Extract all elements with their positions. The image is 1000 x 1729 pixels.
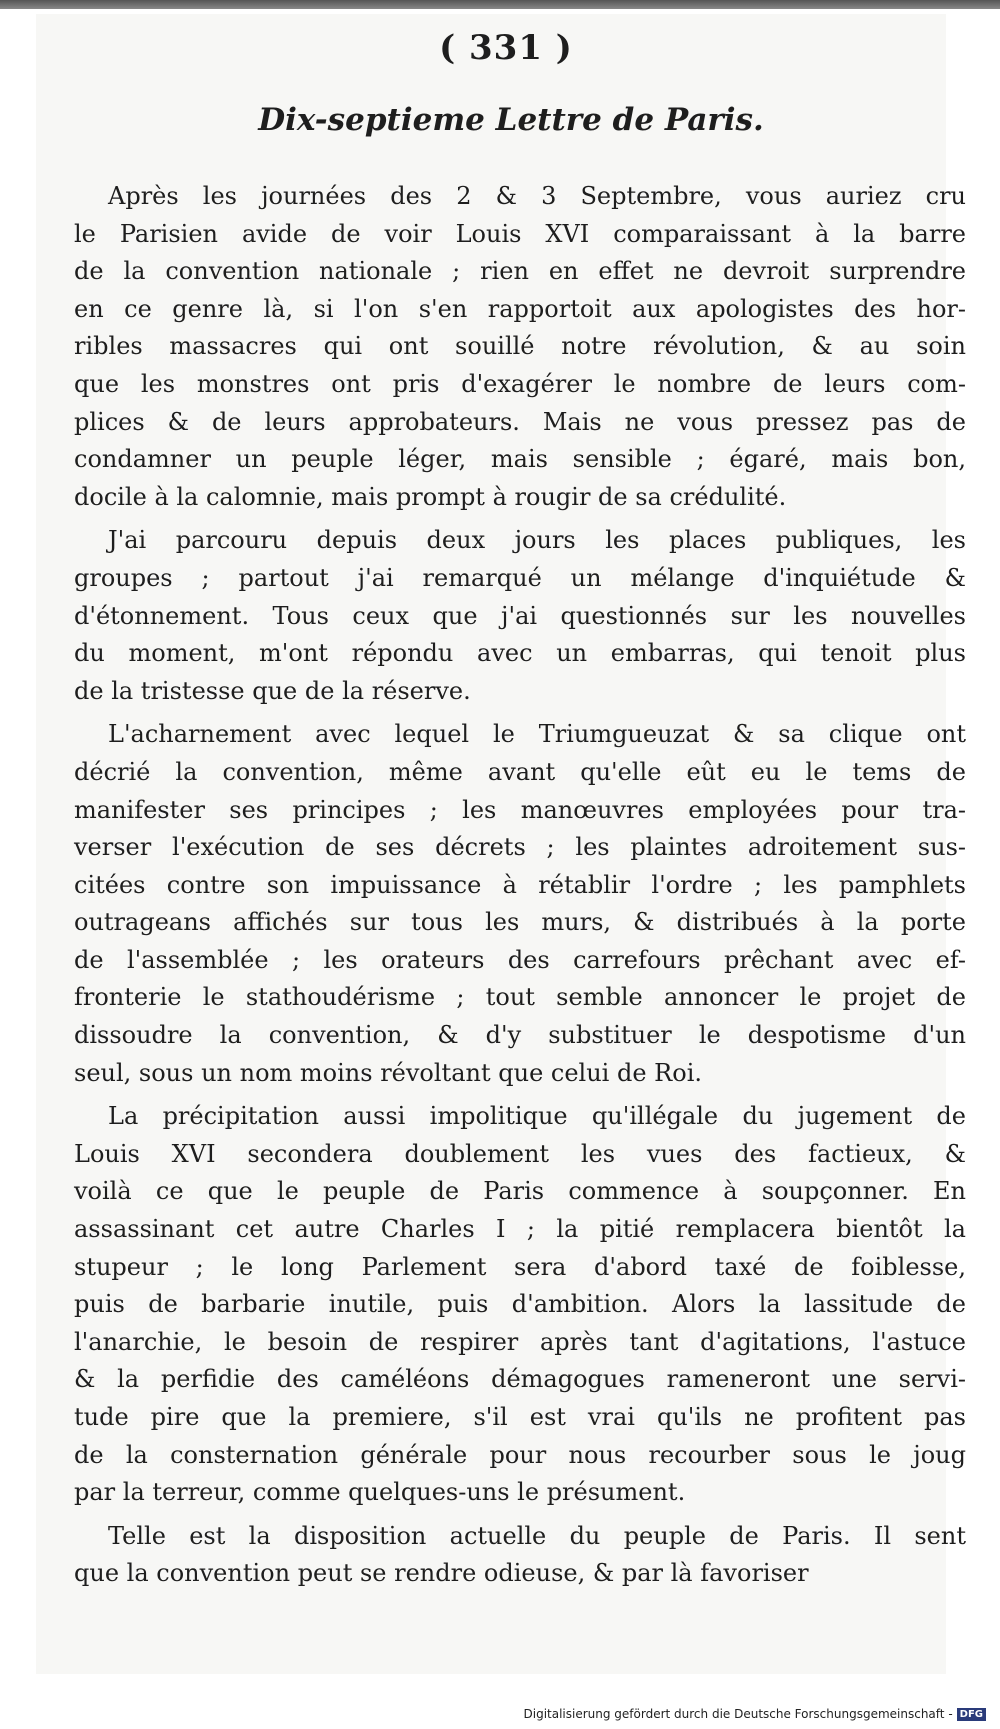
- paragraph: [74, 178, 966, 516]
- text-line: de la convention nationale ; rien en effet ne devroit surprendre: [74, 257, 966, 286]
- text-line: verser l'exécution de ses décrets ; les plaintes adroitement sus-: [74, 833, 966, 862]
- text-line: citées contre son impuissance à rétablir l'ordre ; les pamphlets: [74, 870, 966, 899]
- text-line: outrageans affichés sur tous les murs, & distribués à la porte: [74, 908, 966, 937]
- text-line: que les monstres ont pris d'exagérer le nombre de leurs com-: [74, 369, 966, 398]
- text-line: voilà ce que le peuple de Paris commence à soupçonner. En: [74, 1177, 966, 1206]
- text-line: du moment, m'ont répondu avec un embarras, qui tenoit plus: [74, 639, 966, 668]
- text-line: assassinant cet autre Charles I ; la pitié remplacera bientôt la: [74, 1215, 966, 1244]
- digitization-footer: [524, 1707, 987, 1721]
- text-line: de l'assemblée ; les orateurs des carrefours prêchant avec ef-: [74, 945, 966, 974]
- text-line: en ce genre là, si l'on s'en rapportoit aux apologistes des hor-: [74, 294, 966, 323]
- text-line: d'étonnement. Tous ceux que j'ai questionnés sur les nouvelles: [74, 601, 966, 630]
- text-line: manifester ses principes ; les manœuvres employées pour tra-: [74, 795, 966, 824]
- scan-top-edge: [0, 0, 1000, 9]
- text-line: Louis XVI secondera doublement les vues des factieux, &: [74, 1139, 966, 1168]
- text-line: docile à la calomnie, mais prompt à rougir de sa crédulité.: [74, 482, 787, 511]
- text-line: tude pire que la premiere, s'il est vrai qu'ils ne profitent pas: [74, 1403, 966, 1431]
- paragraph: [74, 1098, 966, 1512]
- text-line: de la consternation générale pour nous recourber sous le joug: [74, 1440, 966, 1469]
- document-page: [36, 14, 966, 1674]
- text-line: groupes ; partout j'ai remarqué un mélange d'inquiétude &: [74, 563, 966, 592]
- text-line: stupeur ; le long Parlement sera d'abord taxé de foiblesse,: [74, 1252, 966, 1281]
- text-line: Après les journées des 2 & 3 Septembre, vous auriez cru: [108, 182, 966, 210]
- text-line: par la terreur, comme quelques-uns le présument.: [74, 1478, 686, 1507]
- text-line: puis de barbarie inutile, puis d'ambition. Alors la lassitude de: [74, 1290, 966, 1319]
- text-line: La précipitation aussi impolitique qu'illégale du jugement de: [108, 1102, 966, 1131]
- text-line: décrié la convention, même avant qu'elle eût eu le tems de: [74, 757, 966, 786]
- paragraph: [74, 1518, 966, 1593]
- text-line: l'anarchie, le besoin de respirer après tant d'agitations, l'astuce: [74, 1327, 966, 1356]
- footer-credit: Digitalisierung gefördert durch die Deutsche Forschungsgemeinschaft -: [523, 1707, 953, 1721]
- text-line: condamner un peuple léger, mais sensible ; égaré, mais bon,: [74, 445, 966, 474]
- dfg-logo-badge: DFG: [957, 1708, 986, 1721]
- text-line: plices & de leurs approbateurs. Mais ne vous pressez pas de: [74, 407, 966, 436]
- text-line: que la convention peut se rendre odieuse, & par là favoriser: [74, 1559, 809, 1588]
- text-line: dissoudre la convention, & d'y substituer le despotisme d'un: [74, 1021, 966, 1050]
- text-line: fronterie le stathoudérisme ; tout semble annoncer le projet de: [74, 983, 966, 1012]
- text-line: Telle est la disposition actuelle du peuple de Paris. Il sent: [108, 1521, 966, 1550]
- text-line: le Parisien avide de voir Louis XVI comparaissant à la barre: [74, 219, 966, 248]
- text-line: L'acharnement avec lequel le Triumgueuzat & sa clique ont: [108, 720, 966, 749]
- letter-title: Dix-septieme Lettre de Paris.: [258, 102, 764, 138]
- paragraph: [74, 522, 966, 710]
- paragraph: [74, 716, 966, 1092]
- text-line: ribles massacres qui ont souillé notre révolution, & au soin: [74, 332, 966, 361]
- text-line: & la perfidie des caméléons démagogues rameneront une servi-: [74, 1365, 966, 1394]
- text-line: de la tristesse que de la réserve.: [74, 676, 471, 705]
- page-number: ( 331 ): [439, 28, 573, 68]
- text-line: seul, sous un nom moins révoltant que celui de Roi.: [74, 1058, 702, 1087]
- letter-body: [74, 178, 966, 1599]
- text-line: J'ai parcouru depuis deux jours les places publiques, les: [108, 526, 966, 555]
